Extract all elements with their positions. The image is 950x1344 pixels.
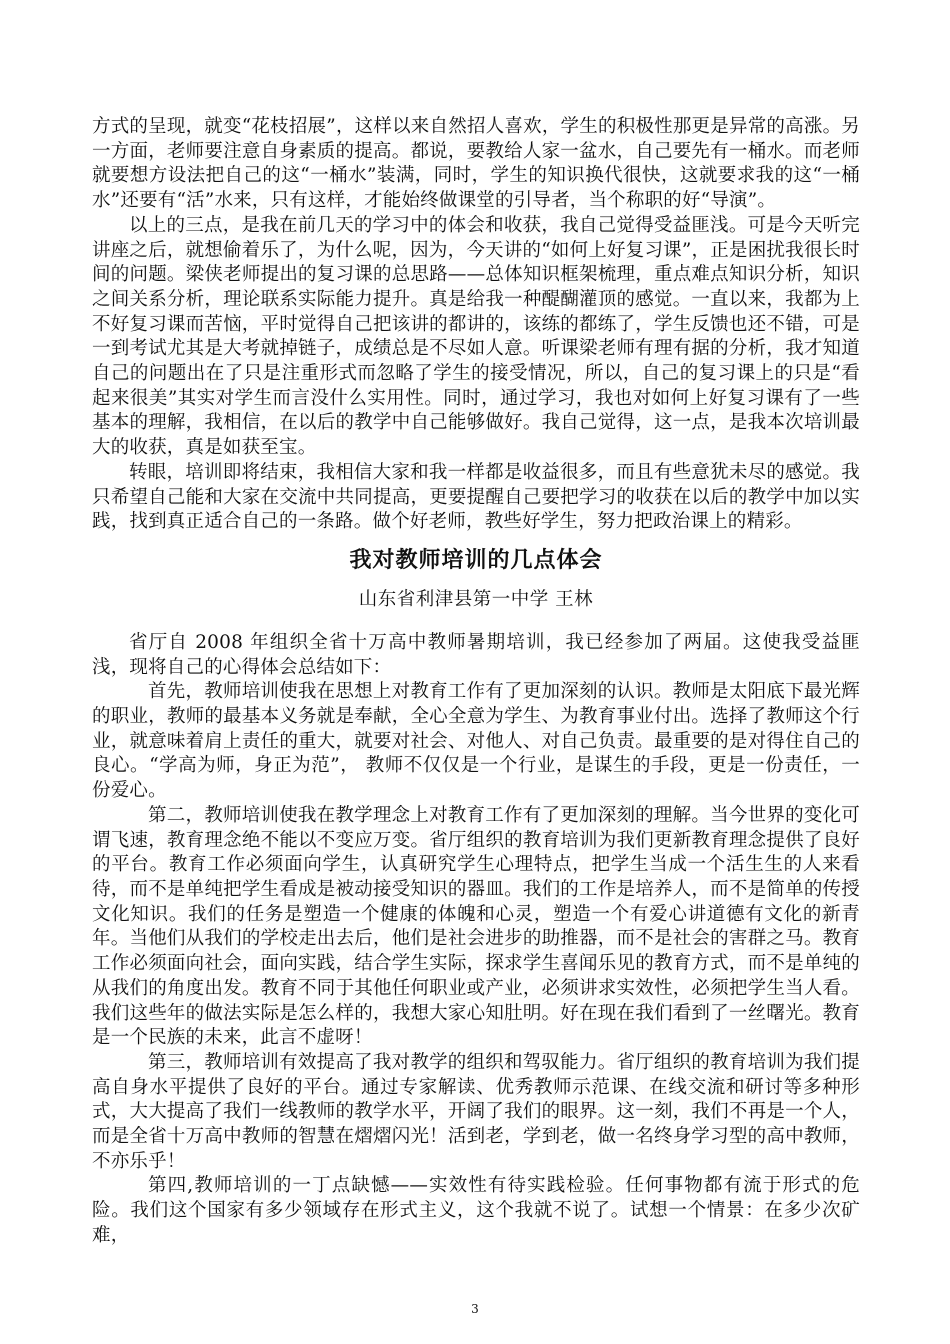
page-number: 3 bbox=[471, 1302, 479, 1316]
paragraph-section2-5: 第四,教师培训的一丁点缺憾——实效性有待实践检验。任何事物都有流于形式的危险。我们这个国家有多少领域存在形式主义，这个我就不说了。试想一个情景：在多少次矿难， bbox=[92, 1175, 860, 1246]
paragraph-section2-2: 首先，教师培训使我在思想上对教育工作有了更加深刻的认识。教师是太阳底下最光辉的职业，教师的最基本义务就是奉献，全心全意为学生、为教育事业付出。选择了教师这个行业，就意味着肩上责任的重大，就要对社会、对他人、对自己负责。最重要的是对得住自己的良心。“学高为师，身正为范”， 教师不仅仅是一个行业，是谋生的手段，更是一份责任，一份爱心。 bbox=[92, 681, 860, 802]
paragraph-section1-3: 转眼，培训即将结束，我相信大家和我一样都是收益很多，而且有些意犹未尽的感觉。我只希望自己能和大家在交流中共同提高，更要提醒自己要把学习的收获在以后的教学中加以实践，找到真正适合自己的一条路。做个好老师，教些好学生，努力把政治课上的精彩。 bbox=[92, 461, 860, 533]
paragraph-section1-1: 方式的呈现，就变“花枝招展”，这样以来自然招人喜欢，学生的积极性那更是异常的高涨。另一方面，老师要注意自身素质的提高。都说，要教给人家一盆水，自己要先有一桶水。而老师就要想方设法把自己的这“一桶水”装满，同时，学生的知识换代很快，这就要求我的这“一桶水”还要有“活”水来，只有这样，才能始终做课堂的引导者，当个称职的好“导演”。 bbox=[92, 116, 860, 212]
paragraph-section2-4: 第三，教师培训有效提高了我对教学的组织和驾驭能力。省厅组织的教育培训为我们提高自身水平提供了良好的平台。通过专家解读、优秀教师示范课、在线交流和研讨等多种形式，大大提高了我们一线教师的教学水平，开阔了我们的眼界。这一刻，我们不再是一个人，而是全省十万高中教师的智慧在熠熠闪光！活到老，学到老，做一名终身学习型的高中教师，不亦乐乎！ bbox=[92, 1051, 860, 1172]
paragraph-section2-3: 第二，教师培训使我在教学理念上对教育工作有了更加深刻的理解。当今世界的变化可谓飞速，教育理念绝不能以不变应万变。省厅组织的教育培训为我们更新教育理念提供了良好的平台。教育工作必须面向学生，认真研究学生心理特点，把学生当成一个活生生的人来看待，而不是单纯把学生看成是被动接受知识的器皿。我们的工作是培养人，而不是简单的传授文化知识。我们的任务是塑造一个健康的体魄和心灵，塑造一个有爱心讲道德有文化的新青年。当他们从我们的学校走出去后，他们是社会进步的助推器，而不是社会的害群之马。教育工作必须面向社会，面向实践，结合学生实际，探求学生喜闻乐见的教育方式，而不是单纯的从我们的角度出发。教育不同于其他任何职业或产业，必须讲求实效性，必须把学生当人看。我们这些年的做法实际是怎么样的，我想大家心知肚明。好在现在我们看到了一丝曙光。教育是一个民族的未来，此言不虚呀！ bbox=[92, 804, 860, 1049]
paragraph-section2-1: 省厅自 2008 年组织全省十万高中教师暑期培训，我已经参加了两届。这使我受益匪浅，现将自己的心得体会总结如下： bbox=[92, 631, 860, 678]
author-line: 山东省利津县第一中学 王林 bbox=[358, 588, 594, 610]
article-title: 我对教师培训的几点体会 bbox=[349, 547, 603, 573]
paragraph-section1-2: 以上的三点，是我在前几天的学习中的体会和收获，我自己觉得受益匪浅。可是今天听完讲座之后，就想偷着乐了，为什么呢，因为，今天讲的“如何上好复习课”，正是困扰我很长时间的问题。梁侠老师提出的复习课的总思路——总体知识框架梳理，重点难点知识分析，知识之间关系分析，理论联系实际能力提升。真是给我一种醍醐灌顶的感觉。一直以来，我都为上不好复习课而苦恼，平时觉得自己把该讲的都讲的，该练的都练了，学生反馈也还不错，可是一到考试尤其是大考就掉链子，成绩总是不尽如人意。听课梁老师有理有据的分析，我才知道自己的问题出在了只是注重形式而忽略了学生的接受情况，所以，自己的复习课上的只是“看起来很美”其实对学生而言没什么实用性。同时，通过学习，我也对如何上好复习课有了一些基本的理解，我相信，在以后的教学中自己能够做好。我自己觉得，这一点，是我本次培训最大的收获，真是如获至宝。 bbox=[92, 214, 860, 459]
document-body bbox=[92, 115, 860, 1249]
